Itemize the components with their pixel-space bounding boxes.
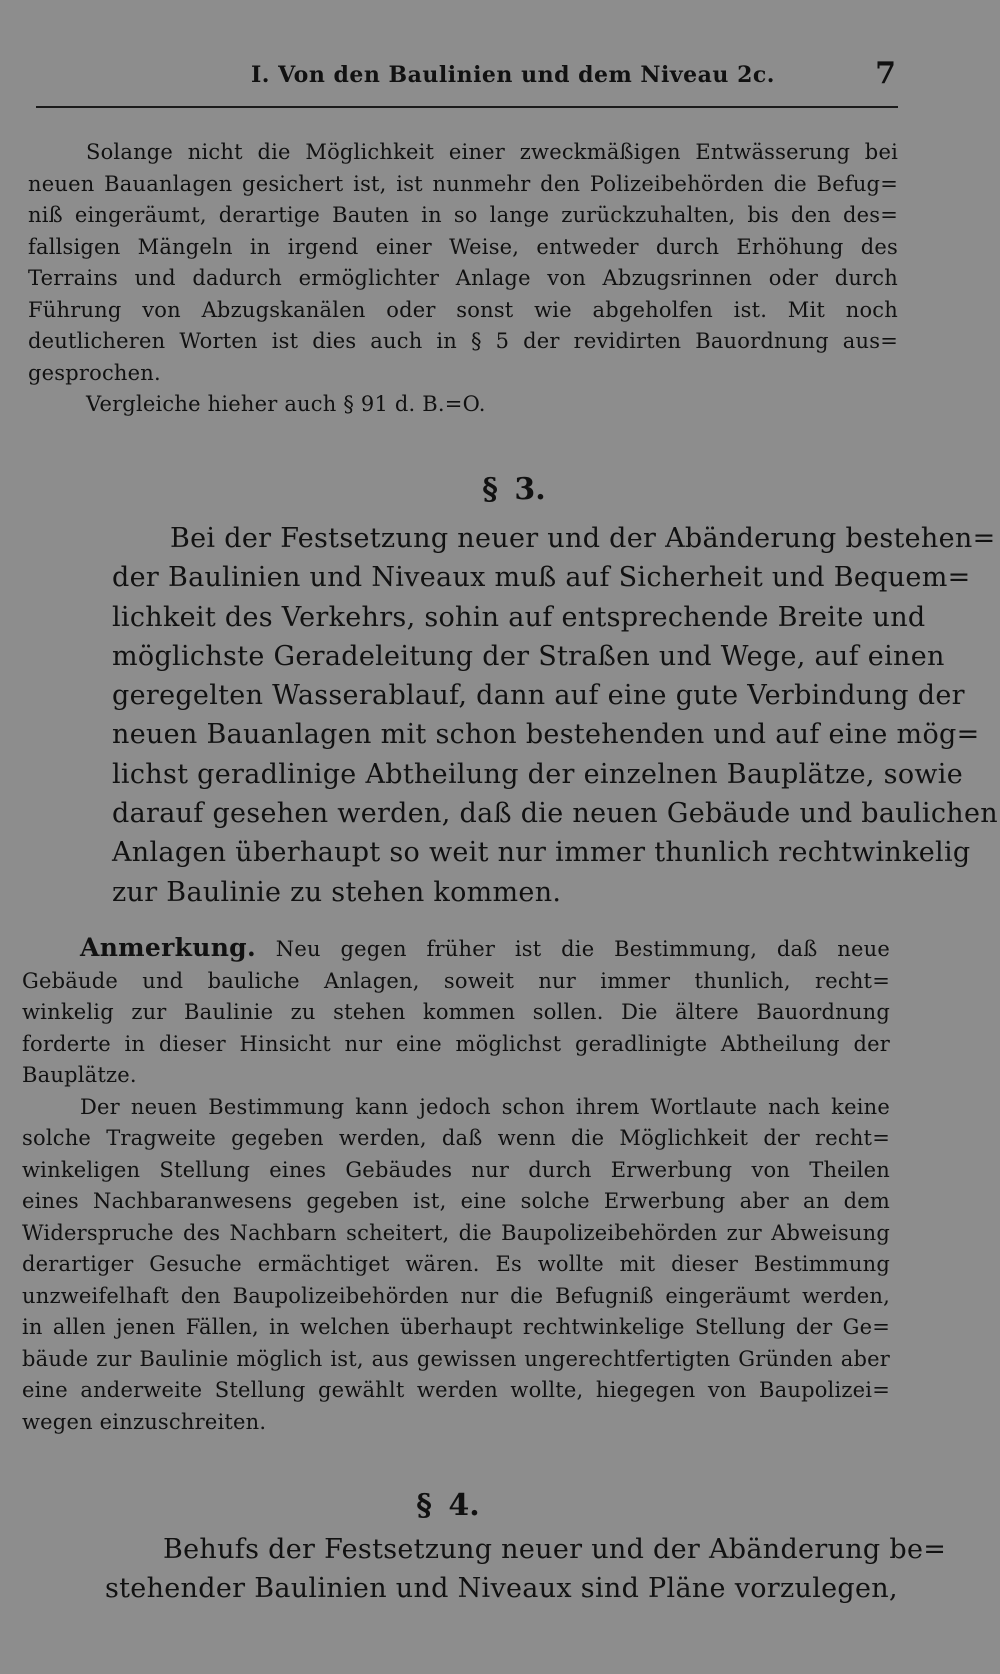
text-line: möglichste Geradeleitung der Straßen und Wege, auf einen: [112, 640, 945, 672]
section-3-body: [112, 519, 998, 912]
text-line: Der neuen Bestimmung kann jedoch schon ihrem Wortlaute nach keine: [80, 1094, 890, 1119]
text-line: Gebäude und bauliche Anlagen, soweit nur immer thunlich, recht=: [22, 968, 890, 993]
text-line: Behufs der Festsetzung neuer und der Abänderung be=: [163, 1534, 947, 1565]
text-line: Bauplätze.: [22, 1063, 137, 1087]
text-line: Anlagen überhaupt so weit nur immer thunlich rechtwinkelig: [112, 837, 971, 869]
section-symbol: §: [416, 1488, 432, 1523]
header-rule: [36, 106, 898, 108]
running-header: [36, 52, 896, 96]
text-line: Widerspruche des Nachbarn scheitert, die Baupolizeibehörden zur Abweisung: [22, 1220, 890, 1245]
text-line: deutlicheren Worten ist dies auch in § 5 der revidirten Bauordnung aus=: [28, 329, 898, 353]
note-first-line: [22, 932, 890, 966]
text-line: geregelten Wasserablauf, dann auf eine gute Verbindung der: [112, 680, 965, 712]
text-line: Führung von Abzugskanälen oder sonst wie abgeholfen ist. Mit noch: [28, 297, 898, 322]
section-4-heading: [0, 1488, 948, 1523]
text-line: derartiger Gesuche ermächtiget wären. Es wollte mit dieser Bestimmung: [22, 1252, 890, 1276]
section-3-heading: [14, 472, 1000, 507]
text-line: solche Tragweite gegeben werden, daß wenn die Möglichkeit der recht=: [22, 1126, 890, 1150]
text-line: Solange nicht die Möglichkeit einer zweckmäßigen Entwässerung bei: [86, 140, 898, 164]
text-line: lichkeit des Verkehrs, sohin auf entsprechende Breite und: [112, 601, 926, 633]
section-number: 4.: [448, 1488, 480, 1523]
text-line: niß eingeräumt, derartige Bauten in so lange zurückzuhalten, bis den des=: [28, 203, 898, 227]
text-line: fallsigen Mängeln in irgend einer Weise, entweder durch Erhöhung des: [28, 234, 898, 259]
text-line: darauf gesehen werden, daß die neuen Gebäude und baulichen: [112, 798, 998, 830]
text-line: wegen einzuschreiten.: [22, 1409, 267, 1434]
section-number: 3.: [514, 472, 546, 507]
text-line: eines Nachbaranwesens gegeben ist, eine solche Erwerbung aber an dem: [22, 1189, 890, 1213]
text-line: winkelig zur Baulinie zu stehen kommen sollen. Die ältere Bauordnung: [22, 1000, 890, 1024]
header-title: I. Von den Baulinien und dem Niveau 2c.: [251, 62, 775, 88]
text-line: gesprochen.: [28, 360, 161, 385]
note-first-line-text: Neu gegen früher ist die Bestimmung, daß neue: [275, 937, 890, 961]
text-line: der Baulinien und Niveaux muß auf Sicherheit und Bequem=: [112, 562, 971, 594]
text-line: neuen Bauanlagen gesichert ist, ist nunmehr den Polizeibehörden die Befug=: [28, 171, 898, 196]
note-label: Anmerkung.: [80, 933, 256, 962]
text-line: in allen jenen Fällen, in welchen überhaupt rechtwinkelige Stellung der Ge=: [22, 1315, 890, 1339]
reference-line: Vergleiche hieher auch § 91 d. B.=O.: [86, 392, 486, 416]
text-line: forderte in dieser Hinsicht nur eine möglichst geradlinigte Abtheilung der: [22, 1031, 890, 1056]
text-line: Bei der Festsetzung neuer und der Abänderung bestehen=: [170, 523, 996, 554]
text-line: winkeligen Stellung eines Gebäudes nur durch Erwerbung von Theilen: [22, 1157, 890, 1182]
page-number: 7: [875, 56, 896, 91]
text-line: bäude zur Baulinie möglich ist, aus gewissen ungerechtfertigten Gründen aber: [22, 1346, 890, 1371]
text-line: unzweifelhaft den Baupolizeibehörden nur die Befugniß eingeräumt werden,: [22, 1283, 890, 1308]
text-line: zur Baulinie zu stehen kommen.: [112, 876, 562, 908]
section-4-body: [105, 1530, 947, 1609]
text-line: stehender Baulinien und Niveaux sind Pläne vorzulegen,: [105, 1573, 898, 1605]
anmerkung-note: [22, 932, 890, 1438]
text-line: Terrains und dadurch ermöglichter Anlage von Abzugsrinnen oder durch: [28, 266, 898, 290]
text-line: lichst geradlinige Abtheilung der einzelnen Bauplätze, sowie: [112, 758, 964, 790]
text-line: neuen Bauanlagen mit schon bestehenden und auf eine mög=: [112, 719, 980, 751]
paragraph-1: [28, 137, 898, 421]
section-symbol: §: [482, 472, 498, 507]
text-line: eine anderweite Stellung gewählt werden wollte, hiegegen von Baupolizei=: [22, 1378, 890, 1402]
